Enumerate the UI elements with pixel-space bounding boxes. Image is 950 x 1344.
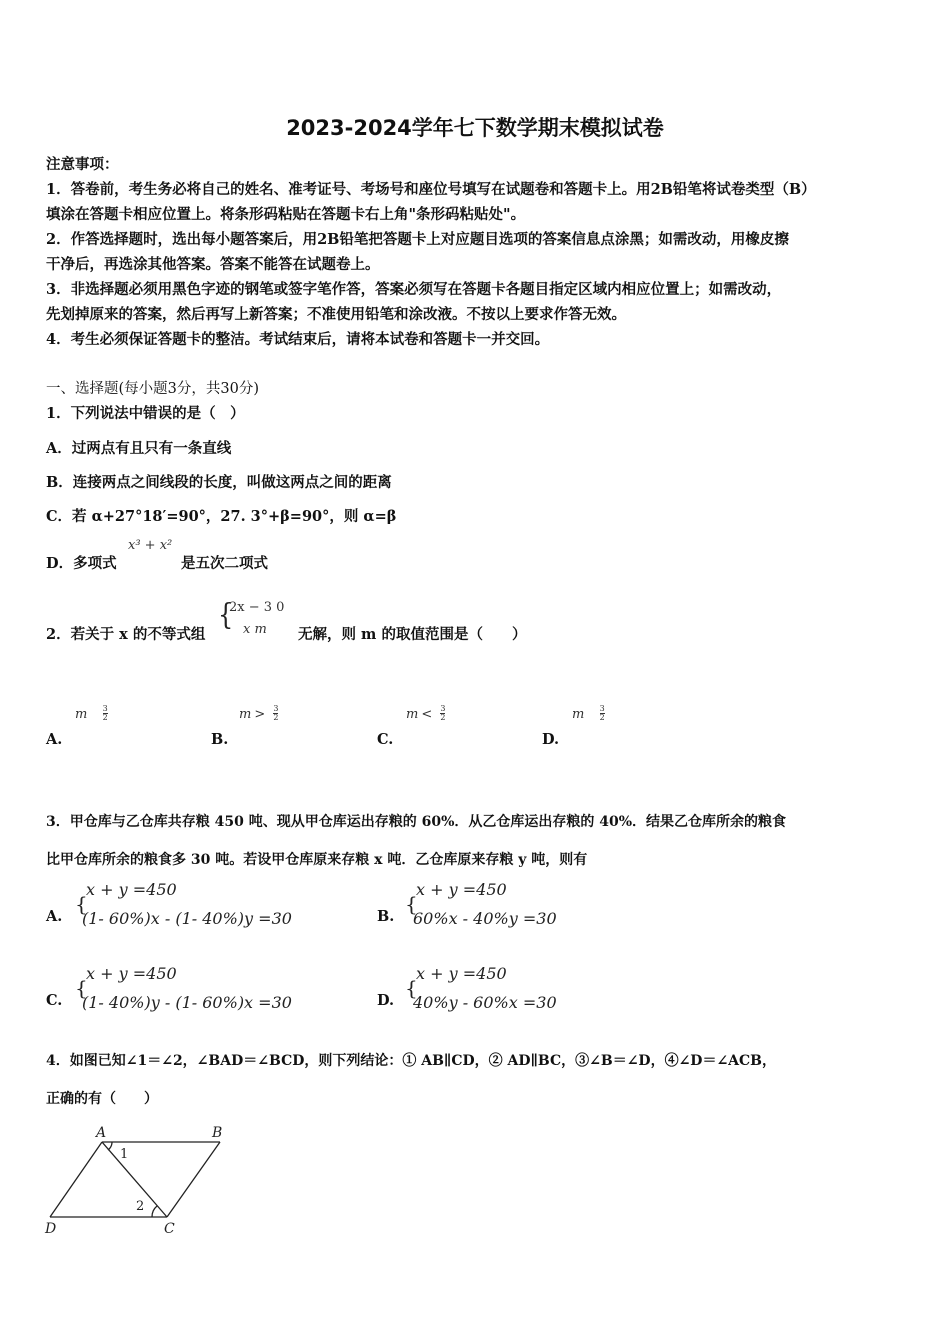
question-2-stem-prefix: 2．若关于 x 的不等式组 <box>46 626 206 643</box>
system-brace: { <box>218 598 234 632</box>
notice-heading: 注意事项： <box>46 156 119 173</box>
page-title: 2023-2024学年七下数学期末模拟试卷 <box>286 116 664 140</box>
q3-option-a-label: A. <box>46 908 63 925</box>
q2-option-a-label: A. <box>46 731 63 748</box>
parallelogram-figure <box>40 1120 240 1240</box>
question-4-line-2: 正确的有（ ） <box>46 1091 158 1107</box>
inequality-top: 2x − 3 0 <box>229 600 285 615</box>
notice-line: 3．非选择题必须用黑色字迹的钢笔或签字笔作答，答案必须写在答题卡各题目指定区域内相应位置上；如需改动， <box>46 281 782 298</box>
system-brace: { <box>75 976 88 1000</box>
segment-da <box>50 1142 102 1217</box>
q3-option-d-label: D. <box>377 992 395 1009</box>
q3-a-eq2: (1- 60%)x - (1- 40%)y =30 <box>82 909 292 928</box>
system-brace: { <box>75 892 88 916</box>
question-1-option-a: A．过两点有且只有一条直线 <box>46 440 232 457</box>
question-1-option-c: C．若 α+27°18′=90°，27. 3°+β=90°，则 α=β <box>46 508 397 525</box>
fraction: $\frac{3}{2}$ <box>599 704 605 722</box>
notice-line: 先划掉原来的答案，然后再写上新答案；不准使用铅笔和涂改液。不按以上要求作答无效。 <box>46 306 626 323</box>
inequality-bottom: x m <box>243 622 267 637</box>
question-2-stem-suffix: 无解，则 m 的取值范围是（ ） <box>298 626 527 643</box>
fraction: $\frac{3}{2}$ <box>273 704 279 722</box>
notice-line: 4．考生必须保证答题卡的整洁。考试结束后，请将本试卷和答题卡一并交回。 <box>46 331 550 348</box>
q3-d-eq1: x + y =450 <box>416 964 507 983</box>
notice-line: 2．作答选择题时，选出每小题答案后，用2B铅笔把答题卡上对应题目选项的答案信息点涂黑；如需改动，用橡皮擦 <box>46 231 789 248</box>
vertex-label-d: D <box>45 1221 57 1237</box>
vertex-label-c: C <box>164 1221 175 1237</box>
q3-b-eq1: x + y =450 <box>416 880 507 899</box>
q2-option-b-label: B. <box>211 731 229 748</box>
question-3-line-1: 3．甲仓库与乙仓库共存粮 450 吨、现从甲仓库运出存粮的 60%．从乙仓库运出存粮的 40%．结果乙仓库所余的粮食 <box>46 814 787 830</box>
question-1-option-d-prefix: D．多项式 <box>46 555 117 572</box>
notice-line: 填涂在答题卡相应位置上。将条形码粘贴在答题卡右上角"条形码粘贴处"。 <box>46 206 526 223</box>
q3-c-eq1: x + y =450 <box>86 964 177 983</box>
q2-option-d-label: D. <box>542 731 560 748</box>
q2-option-a-math: m $\frac{3}{2}$ <box>75 704 108 722</box>
q2-option-c-label: C. <box>377 731 394 748</box>
question-1-stem: 1．下列说法中错误的是（ ） <box>46 405 245 422</box>
vertex-label-b: B <box>212 1125 223 1141</box>
q3-c-eq2: (1- 40%)y - (1- 60%)x =30 <box>82 993 292 1012</box>
q3-b-eq2: 60%x - 40%y =30 <box>413 909 557 928</box>
question-1-polynomial: x³ + x² <box>128 538 173 553</box>
segment-bc <box>167 1142 220 1217</box>
q2-option-d-math: m $\frac{3}{2}$ <box>572 704 605 722</box>
q3-option-c-label: C. <box>46 992 63 1009</box>
fraction: $\frac{3}{2}$ <box>102 704 108 722</box>
question-1-option-b: B．连接两点之间线段的长度，叫做这两点之间的距离 <box>46 474 392 491</box>
q3-option-b-label: B. <box>377 908 395 925</box>
question-1-option-d-suffix: 是五次二项式 <box>181 555 268 572</box>
question-4-line-1: 4．如图已知∠1＝∠2，∠BAD＝∠BCD，则下列结论：① AB∥CD，② AD∥BC，③∠B＝∠D，④∠D＝∠ACB， <box>46 1053 777 1069</box>
angle-1-arc <box>108 1142 112 1150</box>
notice-line: 1．答卷前，考生务必将自己的姓名、准考证号、考场号和座位号填写在试题卷和答题卡上。用2B铅笔将试卷类型（B） <box>46 181 816 198</box>
system-brace: { <box>405 892 418 916</box>
angle-2-arc <box>152 1206 157 1217</box>
section-heading: 一、选择题(每小题3分，共30分) <box>46 381 259 397</box>
q3-a-eq1: x + y =450 <box>86 880 177 899</box>
question-3-line-2: 比甲仓库所余的粮食多 30 吨。若设甲仓库原来存粮 x 吨．乙仓库原来存粮 y 吨，则有 <box>46 852 588 868</box>
segment-ac <box>102 1142 167 1217</box>
angle-label-2: 2 <box>136 1199 145 1214</box>
angle-label-1: 1 <box>120 1147 129 1162</box>
q2-option-c-math: m < $\frac{3}{2}$ <box>406 704 446 722</box>
q2-option-b-math: m > $\frac{3}{2}$ <box>239 704 279 722</box>
fraction: $\frac{3}{2}$ <box>440 704 446 722</box>
vertex-label-a: A <box>96 1125 107 1141</box>
notice-line: 干净后，再选涂其他答案。答案不能答在试题卷上。 <box>46 256 380 273</box>
system-brace: { <box>405 976 418 1000</box>
q3-d-eq2: 40%y - 60%x =30 <box>413 993 557 1012</box>
